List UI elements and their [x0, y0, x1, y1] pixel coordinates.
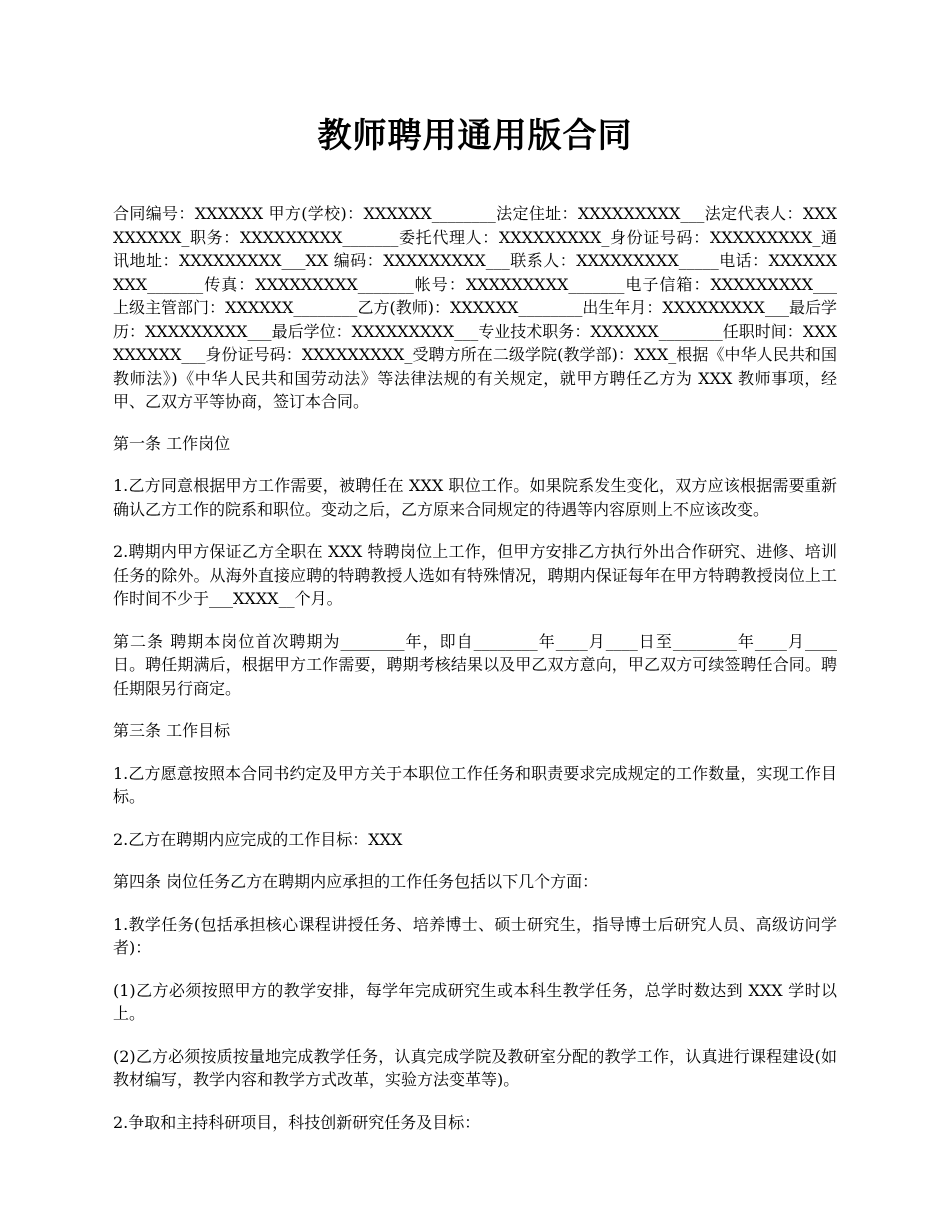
contract-parties-paragraph: 合同编号：XXXXXX 甲方(学校)：XXXXXX________法定住址：XXXXXXXXX___法定代表人：XXXXXXXXX_职务：XXXXXXXXX_______委托代理人：XXXXXXXXX_身份证号码：XXXXXXXXX_通讯地址：XXXXXXXXX___XX 编码：XXXXXXXXX___联系人：XXXXXXXXX_____电话：XXXXXXXXX_______传真：XXXXXXXXX_______帐号：XXXXXXXXX_______电子信箱：XXXXXXXXX___上级主管部门：XXXXXX________乙方(教师)：XXXXXX________出生年月：XXXXXXXXX___最后学历：XXXXXXXXX___最后学位：XXXXXXXXX___专业技术职务：XXXXXX________任职时间：XXXXXXXXX___身份证号码：XXXXXXXXX_受聘方所在二级学院(教学部)：XXX_根据《中华人民共和国教师法》)《中华人民共和国劳动法》等法律法规的有关规定，就甲方聘任乙方为 XXX 教师事项，经甲、乙双方平等协商，签订本合同。 [113, 204, 837, 411]
article-3-heading: 第三条 工作目标 [113, 721, 231, 740]
article-4-heading: 第四条 岗位任务乙方在聘期内应承担的工作任务包括以下几个方面： [113, 872, 599, 891]
article-1-clause-1: 1.乙方同意根据甲方工作需要，被聘任在 XXX 职位工作。如果院系发生变化，双方应该根据需要重新确认乙方工作的院系和职位。变动之后，乙方原来合同规定的待遇等内容原则上不应该改变。 [113, 476, 837, 519]
article-4-item-1-sub-2: (2)乙方必须按质按量地完成教学任务，认真完成学院及教研室分配的教学工作，认真进行课程建设(如教材编写，教学内容和教学方式改革，实验方法变革等)。 [113, 1046, 837, 1089]
article-3-clause-1: 1.乙方愿意按照本合同书约定及甲方关于本职位工作任务和职责要求完成规定的工作数量，实现工作目标。 [113, 763, 837, 806]
article-4-item-1-sub-1: (1)乙方必须按照甲方的教学安排，每学年完成研究生或本科生教学任务，总学时数达到 XXX 学时以上。 [113, 980, 837, 1023]
document-page [113, 110, 837, 1153]
article-4-item-2: 2.争取和主持科研项目，科技创新研究任务及目标： [113, 1112, 481, 1132]
document-title: 教师聘用通用版合同 [317, 116, 633, 156]
article-2-term: 第二条 聘期本岗位首次聘期为________年，即自________年____月____日至________年____月____日。聘任期满后，根据甲方工作需要，聘期考核结果以及甲乙双方意向，甲乙双方可续签聘任合同。聘任期限另行商定。 [113, 631, 837, 698]
article-3-clause-2: 2.乙方在聘期内应完成的工作目标：XXX [113, 829, 403, 849]
article-4-item-1: 1.教学任务(包括承担核心课程讲授任务、培养博士、硕士研究生，指导博士后研究人员、高级访问学者)： [113, 914, 837, 957]
article-1-clause-2: 2.聘期内甲方保证乙方全职在 XXX 特聘岗位上工作，但甲方安排乙方执行外出合作研究、进修、培训任务的除外。从海外直接应聘的特聘教授人选如有特殊情况，聘期内保证每年在甲方特聘教授岗位上工作时间不少于___XXXX__个月。 [113, 542, 837, 608]
article-1-heading: 第一条 工作岗位 [113, 433, 231, 453]
